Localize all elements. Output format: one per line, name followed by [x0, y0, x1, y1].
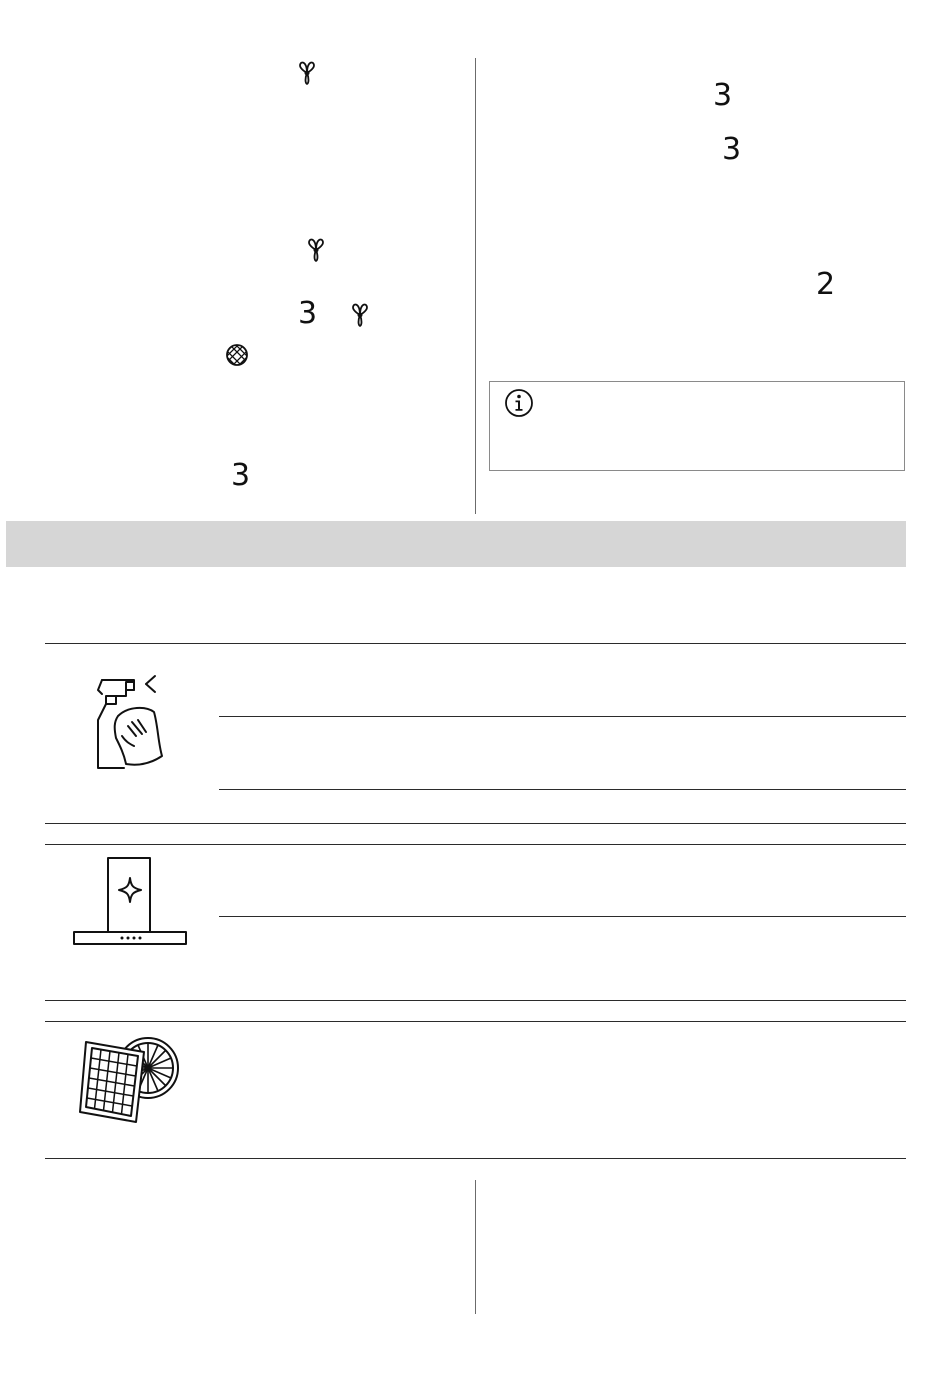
speed-digit: 2 — [816, 267, 836, 302]
hood-clean-icon — [72, 856, 188, 948]
table-rule — [219, 789, 906, 790]
info-icon — [503, 387, 535, 419]
table-rule — [45, 643, 906, 644]
spray-cloth-icon — [88, 668, 168, 774]
table-rule — [45, 844, 906, 845]
table-rule — [219, 716, 906, 717]
table-rule — [45, 823, 906, 824]
fan-icon — [345, 300, 375, 330]
info-box — [489, 381, 905, 471]
fan-icon — [292, 58, 322, 88]
fan-icon — [301, 235, 331, 265]
column-divider-top — [475, 58, 476, 514]
table-rule — [45, 1021, 906, 1022]
speed-digit: 3 — [713, 78, 733, 113]
table-rule — [45, 1158, 906, 1159]
table-rule — [219, 916, 906, 917]
section-banner — [6, 521, 906, 567]
filters-icon — [78, 1030, 182, 1126]
column-divider-bottom — [475, 1180, 476, 1314]
speed-digit: 3 — [231, 458, 251, 493]
grease-filter-icon — [224, 342, 250, 368]
speed-digit: 3 — [298, 296, 318, 331]
speed-digit: 3 — [722, 132, 742, 167]
table-rule — [45, 1000, 906, 1001]
